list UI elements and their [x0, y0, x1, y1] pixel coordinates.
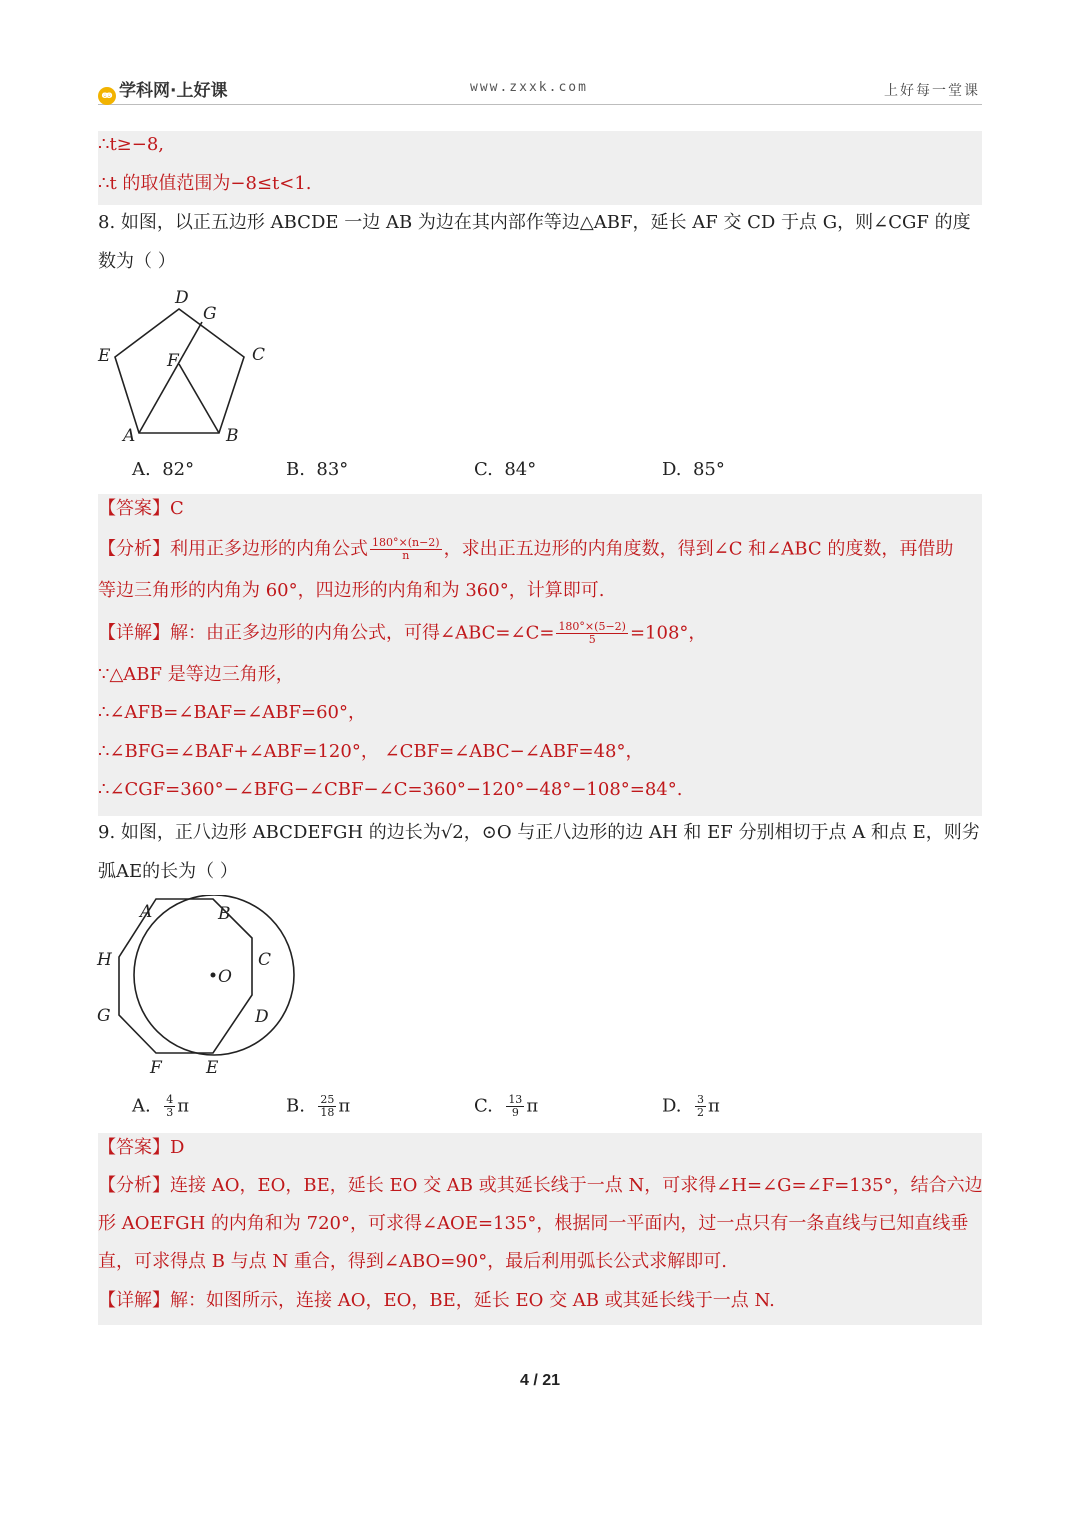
octagon-shape — [119, 899, 252, 1053]
center-dot — [211, 973, 216, 978]
label-B: B — [226, 426, 239, 446]
page-header — [98, 72, 982, 105]
detail-tag: 【详解】 — [98, 622, 170, 644]
pi-symbol: π — [707, 1095, 720, 1117]
q8-detail-line-4: ∴∠BFG=∠BAF+∠ABF=120°， ∠CBF=∠ABC−∠ABF=48°， — [98, 741, 644, 762]
q9-option-d — [662, 1094, 720, 1119]
option-letter: D. — [662, 459, 682, 480]
q8-option-b — [286, 458, 348, 482]
fraction-denominator: 2 — [696, 1106, 704, 1119]
label-C: C — [252, 345, 266, 365]
analysis-tag: 【分析】 — [98, 538, 170, 560]
q8-analysis-line-1 — [98, 537, 982, 562]
inner-angle-fraction — [370, 537, 442, 562]
label-G: G — [203, 304, 217, 324]
analysis-text-a: 利用正多边形的内角公式 — [170, 538, 368, 560]
q8-answer — [98, 497, 982, 521]
detail-text-b: =108°， — [629, 622, 707, 644]
site-url: www.zxxk.com — [470, 80, 588, 95]
label-F: F — [167, 351, 179, 371]
pi-symbol: π — [338, 1095, 351, 1117]
q9-analysis-line-1 — [98, 1174, 982, 1198]
label-F: F — [150, 1058, 162, 1078]
q8-detail-line-5: ∴∠CGF=360°−∠BFG−∠CBF−∠C=360°−120°−48°−108°=84°. — [98, 779, 683, 800]
label-D: D — [255, 1007, 269, 1027]
option-fraction — [506, 1094, 524, 1119]
fraction-numerator: 25 — [320, 1093, 335, 1106]
q8-stem-line-1: 8. 如图，以正五边形 ABCDE 一边 AB 为边在其内部作等边△ABF，延长 AF 交 CD 于点 G，则∠CGF 的度 — [98, 212, 971, 233]
label-E: E — [98, 346, 111, 366]
q8-option-d — [662, 458, 725, 482]
option-value: 82° — [162, 459, 195, 480]
label-A: A — [123, 426, 136, 446]
prev-solution-line-2: ∴t 的取值范围为−8≤t<1. — [98, 173, 312, 194]
pentagon-shape — [115, 309, 244, 433]
site-logo — [98, 76, 227, 105]
detail-tag: 【详解】 — [98, 1290, 170, 1311]
logo-text: 学科网·上好课 — [119, 81, 228, 101]
label-O: O — [218, 967, 232, 987]
fraction-denominator: 3 — [166, 1106, 174, 1119]
option-value: 85° — [692, 459, 725, 480]
label-E: E — [206, 1058, 219, 1078]
analysis-text: 连接 AO，EO，BE，延长 EO 交 AB 或其延长线于一点 N，可求得∠H=∠G=∠F=135°，结合六边 — [170, 1175, 983, 1196]
stem-text-a: 9. 如图，正八边形 ABCDEFGH 的边长为 — [98, 822, 441, 843]
label-B: B — [218, 904, 231, 924]
pi-symbol: π — [526, 1095, 539, 1117]
q8-detail-line-1 — [98, 621, 982, 646]
fraction-numerator: 3 — [696, 1093, 704, 1106]
q8-option-a — [132, 458, 194, 482]
prev-solution-line-1: ∴t≥−8, — [98, 134, 165, 155]
label-C: C — [258, 950, 272, 970]
label-H: H — [97, 950, 112, 970]
q9-answer — [98, 1136, 982, 1160]
analysis-text-b: ，求出正五边形的内角度数，得到∠C 和∠ABC 的度数，再借助 — [443, 538, 954, 560]
line-BF — [179, 364, 219, 433]
option-letter: B. — [286, 1095, 305, 1117]
q8-stem-line-2: 数为（ ） — [98, 251, 176, 272]
pi-symbol: π — [177, 1095, 190, 1117]
page-number: 4 / 21 — [519, 1372, 561, 1389]
option-letter: D. — [662, 1095, 682, 1117]
answer-value: D — [170, 1137, 185, 1158]
option-letter: B. — [286, 459, 305, 480]
sqrt-two: √2 — [440, 822, 464, 843]
option-fraction — [318, 1094, 336, 1119]
option-value: 84° — [504, 459, 537, 480]
label-D: D — [175, 288, 189, 308]
fraction-numerator: 4 — [166, 1093, 174, 1106]
line-AG — [139, 322, 202, 433]
fraction-denominator: 18 — [320, 1106, 335, 1119]
q9-analysis-line-2: 形 AOEFGH 的内角和为 720°，可求得∠AOE=135°，根据同一平面内，过一点只有一条直线与已知直线垂 — [98, 1213, 969, 1234]
fraction-denominator: n — [402, 549, 410, 562]
answer-value: C — [170, 498, 184, 519]
q9-option-a — [132, 1094, 189, 1119]
fraction-numerator: 180°×(5−2) — [558, 620, 626, 633]
option-letter: C. — [474, 459, 493, 480]
q8-option-c — [474, 458, 536, 482]
option-value: 83° — [316, 459, 349, 480]
label-G: G — [97, 1006, 111, 1026]
detail-text-a: 解：由正多边形的内角公式，可得∠ABC=∠C= — [170, 622, 555, 644]
angle-fraction — [556, 621, 628, 646]
label-A: A — [140, 902, 153, 922]
fraction-numerator: 180°×(n−2) — [372, 536, 440, 549]
q8-pentagon-figure — [95, 285, 285, 450]
fraction-numerator: 13 — [508, 1093, 523, 1106]
option-letter: A. — [132, 1095, 151, 1117]
q8-analysis-line-2: 等边三角形的内角为 60°，四边形的内角和为 360°，计算即可. — [98, 580, 605, 601]
fraction-denominator: 5 — [588, 633, 596, 646]
site-slogan: 上好每一堂课 — [884, 83, 980, 99]
option-letter: C. — [474, 1095, 493, 1117]
answer-tag: 【答案】 — [98, 1137, 170, 1158]
q9-octagon-figure — [92, 895, 302, 1080]
detail-text: 解：如图所示，连接 AO，EO，BE，延长 EO 交 AB 或其延长线于一点 N. — [170, 1290, 775, 1311]
option-fraction — [164, 1094, 175, 1119]
logo-icon: ꙭ — [98, 87, 116, 105]
q9-analysis-line-3: 直，可求得点 B 与点 N 重合，得到∠ABO=90°，最后利用弧长公式求解即可. — [98, 1251, 727, 1272]
q9-stem-line-1 — [98, 821, 982, 845]
analysis-tag: 【分析】 — [98, 1175, 170, 1196]
option-fraction — [695, 1094, 706, 1119]
q8-detail-line-3: ∴∠AFB=∠BAF=∠ABF=60°， — [98, 702, 366, 723]
q9-detail-line-1 — [98, 1289, 982, 1313]
option-letter: A. — [132, 459, 151, 480]
q9-option-c — [474, 1094, 538, 1119]
stem-text-b: ，⊙O 与正八边形的边 AH 和 EF 分别相切于点 A 和点 E，则劣 — [463, 822, 980, 843]
q9-stem-line-2: 弧AE的长为（ ） — [98, 861, 238, 882]
answer-tag: 【答案】 — [98, 498, 170, 519]
q9-option-b — [286, 1094, 350, 1119]
q8-detail-line-2: ∵△ABF 是等边三角形， — [98, 664, 294, 685]
fraction-denominator: 9 — [511, 1106, 519, 1119]
